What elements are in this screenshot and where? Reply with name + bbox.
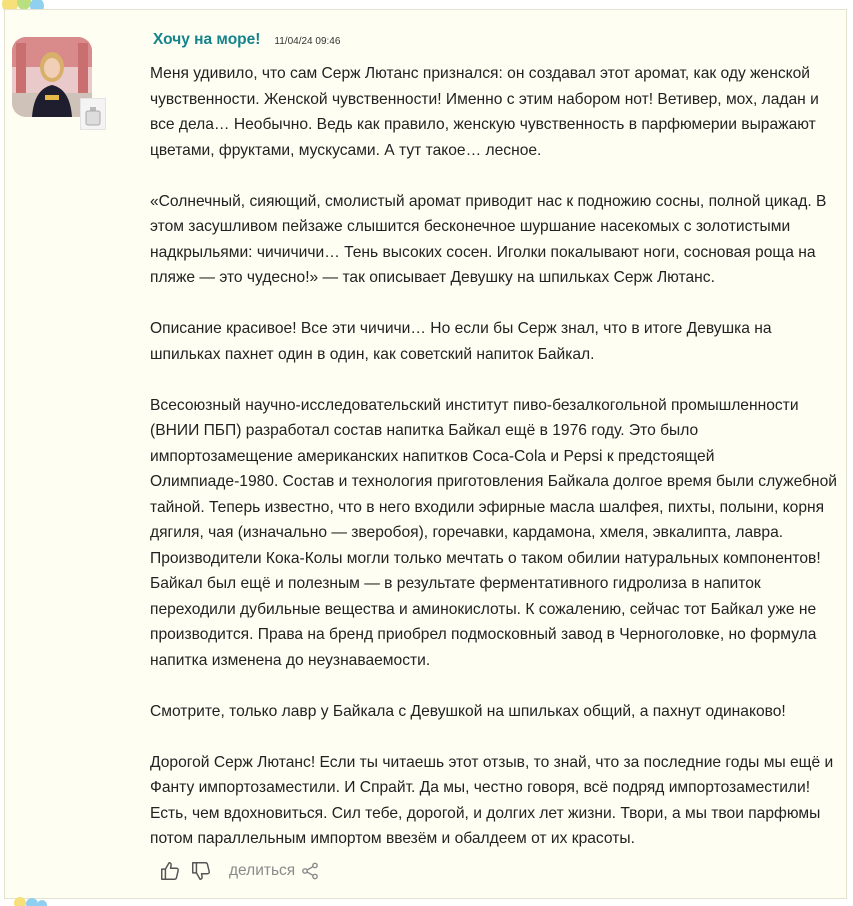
review-paragraph: Меня удивило, что сам Серж Лютанс признался: он создавал этот аромат, как оду женской чувственности. Женской чувственности! Именно с этим набором нот! Ветивер, мох, ладан и все дела… Необычно. Ведь как правило, женскую чувственность в парфюмерии выражают цветами, фруктами, мускусами. А тут такое… лесное. [150,65,819,159]
share-button[interactable] [229,862,319,880]
share-icon [301,862,319,880]
review-paragraph: Всесоюзный научно-исследовательский институт пиво-безалкогольной промышленности (ВНИИ ПБП) разработал состав напитка Байкал ещё в 1976 году. Это было импортозамещение американских напитков Coca-Cola и Pepsi к предстоящей Олимпиаде-1980. Состав и технология приготовления Байкала долгое время были служебной тайной. Теперь известно, что в него входили эфирные масла шалфея, пихты, полыни, корня дягиля, чая (изначально — зверобоя), горечавки, кардамона, хмеля, эвкалипта, лавра. Производители Кока-Колы могли только мечтать о таком обилии натуральных компонентов! Байкал был ещё и полезным — в результате ферментативного гидролиза в напиток переходили дубильные вещества и аминокислоты. К сожалению, сейчас тот Байкал уже не производится. Права на бренд приобрел подмосковный завод в Черноголовке, но формула напитка изменена до неузнаваемости. [150,396,837,669]
review-paragraph: Описание красивое! Все эти чичичи… Но если бы Серж знал, что в итоге Девушка на шпильках пахнет один в один, как советский напиток Байкал. [150,320,772,363]
perfume-badge [80,98,106,130]
balloons-decoration-icon [10,894,60,906]
thumbs-down-icon [190,860,212,882]
review-paragraph: «Солнечный, сияющий, смолистый аромат приводит нас к подножию сосны, полной цикад. В этом засушливом пейзаже слышится бесконечное шуршание насекомых с золотистыми надкрыльями: чичичичи… Тень высоких сосен. Иголки покалывают ноги, сосновая роща на пляже — это чудесно!» — так описывает Девушку на шпильках Серж Лютанс. [150,192,827,286]
thumbs-up-icon [159,860,181,882]
perfume-bottle-icon [81,99,105,129]
like-button[interactable] [158,859,182,883]
review-paragraph: Дорогой Серж Лютанс! Если ты читаешь этот отзыв, то знай, что за последние годы мы ещё и Фанту импортозаместили. И Спрайт. Да мы, честно говоря, всё подряд импортозаместили! Есть, чем вдохновиться. Сил тебе, дорогой, и долгих лет жизни. Твори, а мы твои парфюмы потом параллельным импортом ввезём и обалдеем от их красоты. [150,753,834,847]
review-date: 11/04/24 09:46 [274,36,341,47]
review-header [153,31,340,53]
review-actions [158,858,319,884]
share-label: делиться [229,862,296,879]
dislike-button[interactable] [189,859,213,883]
review-title[interactable]: Хочу на море! [153,31,261,48]
review-paragraph: Смотрите, только лавр у Байкала с Девушкой на шпильках общий, а пахнут одинаково! [150,702,786,720]
review-body [150,61,842,877]
